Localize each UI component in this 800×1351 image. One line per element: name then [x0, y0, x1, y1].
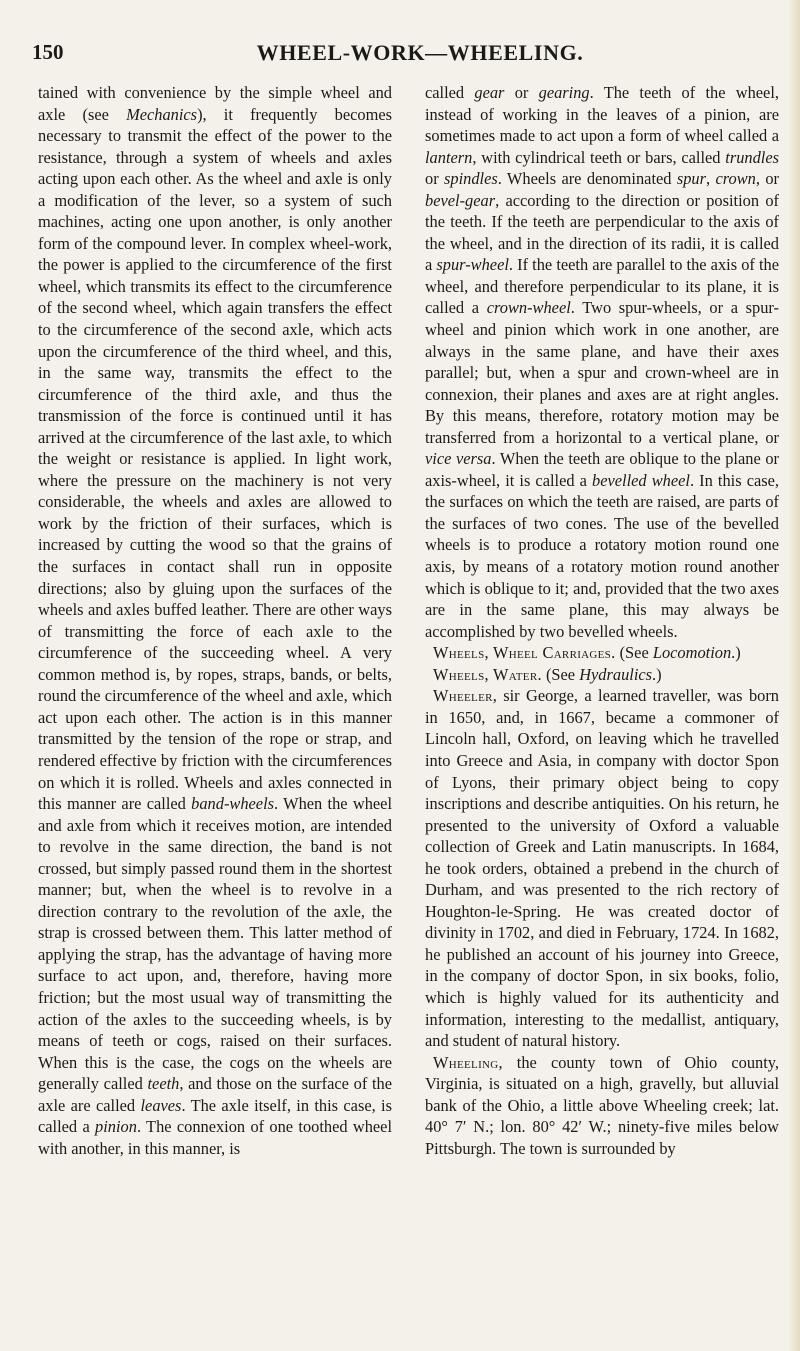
italic-term: spur-wheel	[436, 255, 509, 275]
text-run: . When the teeth are oblique to the plane or axis-wheel, it is called a	[425, 449, 779, 490]
right-column	[425, 82, 779, 1159]
text-run: .)	[731, 643, 741, 663]
page-edge-shadow	[788, 0, 800, 1351]
italic-term: crown	[715, 169, 756, 189]
entry-headword: Wheeling	[433, 1052, 499, 1072]
text-run: , according to the direction or position of the teeth. If the teeth are perpendicular to the axis of the wheel, and in the direction of its radii, it is called a	[425, 190, 779, 275]
text-run: called	[425, 83, 475, 102]
text-run: or	[425, 169, 445, 189]
italic-term: teeth	[147, 1074, 180, 1094]
italic-term: spur	[676, 169, 707, 189]
text-run: . When the wheel and axle from which it receives motion, are intended to revolve in the same direction, the band is not crossed, but simply passed round them in the shortest manner; but, when the wheel is to revolve in a direction contrary to the revolution of the axle, the strap is crossed between them. This latter method of applying the strap, has the advantage of having more surface to act upon, and, therefore, having more friction; but the most usual way of transmitting the action of the axles to the succeeding wheels, is by means of teeth or cogs, raised on their surfaces. When this is the case, the cogs on the wheels are generally called	[38, 794, 393, 1094]
running-title: WHEEL-WORK—WHEELING.	[256, 40, 584, 65]
italic-term: spindles	[444, 169, 498, 189]
italic-term: crown-wheel	[486, 298, 571, 318]
text-run: . Two spur-wheels, or a spur-wheel and pinion which work in one another, are always in the same plane, and have their axes parallel; but, when a spur and crown-wheel are in connexion, their planes and axes are at right angles. By this means, therefore, rotatory motion may be transferred from a horizontal to a vertical plane, or	[425, 298, 779, 447]
left-column-paragraph	[38, 82, 392, 1159]
text-run: , and those on the surface of the axle are called	[38, 1074, 392, 1115]
dictionary-entry	[425, 664, 779, 686]
dictionary-entry	[425, 1052, 779, 1160]
text-run: , with cylindrical teeth or bars, called	[472, 147, 726, 167]
entry-headword: Wheels, Wheel Carriages.	[433, 643, 616, 663]
dictionary-entry	[425, 685, 779, 1051]
text-run: ), it frequently becomes necessary to transmit the effect of the power to the resistance, through a system of wheels and axles acting upon each other. As the wheel and axle is only a modification of the lever, so a system of such machines, acting one upon another, is only another form of the compound lever. In complex wheel-work, the power is applied to the circumference of the first wheel, which transmits its effect to the circumference of the second wheel, which again transfers the effect to the circumference of the second axle, which acts upon the circumference of the third wheel, and this, in the same way, transmits the effect to the circumference of the third axle, and thus the transmission of the force is continued until it has arrived at the circumference of the last axle, to which the weight or resistance is applied. In light work, where the pressure on the machinery is not very considerable, the wheels and axles are allowed to work by the friction of their surfaces, which is increased by cutting the wood so that the grains of the surfaces in contact shall run in opposite directions; also by gluing upon the surfaces of the wheels and axles buffed leather. There are other ways of transmitting the force of each axle to the circumference of the succeeding wheel. A very common method is, by ropes, straps, bands, or belts, round the circumference of the wheel and axle, which act upon each other. The action is in this manner transmitted by the tension of the rope or strap, and rendered effective by friction with the circumferences on which it is rolled. Wheels and axles connected in this manner are called	[38, 104, 392, 814]
italic-term: Hydraulics	[579, 664, 653, 684]
text-run: . The connexion of one toothed wheel with another, in this manner, is	[38, 1117, 393, 1158]
text-run: , or	[755, 169, 779, 189]
text-run: , sir George, a learned traveller, was born in 1650, and, in 1667, became a commoner of Lincoln hall, Oxford, on leaving which he travelled into Greece and Asia, in company with doctor Spon of Lyons, their primary object being to copy inscriptions and describe antiquities. On his return, he presented to the university of Oxford a valuable collection of Greek and Latin manuscripts. In 1684, he took orders, obtained a prebend in the church of Durham, and was presented to the rich rectory of Houghton-le-Spring. He was created doctor of divinity in 1702, and died in February, 1724. In 1682, he published an account of his journey into Greece, in the company of doctor Spon, in six books, folio, which is highly valued for its authenticity and information, interesting to the medallist, antiquary, and student of natural history.	[425, 686, 779, 1051]
text-run: , the county town of Ohio county, Virginia, is situated on a high, gravelly, but alluvial bank of the Ohio, a little above Wheeling creek; lat. 40° 7′ N.; lon. 80° 42′ W.; ninety-five miles below Pittsburgh. The town is surrounded by	[425, 1052, 779, 1158]
entry-headword: Wheels, Water.	[433, 664, 542, 684]
right-column-continuation	[425, 82, 779, 642]
text-run: (See	[615, 643, 653, 663]
italic-term: trundles	[725, 147, 779, 167]
italic-term: vice versa	[425, 449, 492, 469]
italic-term: gear	[474, 83, 505, 102]
text-run: .)	[652, 664, 662, 684]
italic-term: pinion	[95, 1117, 137, 1137]
entry-headword: Wheeler	[433, 686, 493, 706]
text-run: ,	[706, 169, 716, 189]
text-run: . If the teeth are parallel to the axis of the wheel, and therefore perpendicular to its plane, it is called a	[425, 255, 780, 318]
italic-term: lantern	[425, 147, 473, 167]
italic-term: Locomotion	[652, 643, 732, 663]
text-run: or	[504, 83, 539, 102]
italic-term: Mechanics	[126, 104, 198, 124]
italic-term: leaves	[140, 1095, 182, 1115]
left-column	[38, 82, 392, 1159]
italic-term: band-wheels	[191, 794, 275, 814]
dictionary-entry	[425, 642, 779, 664]
text-run: . In this case, the surfaces on which the teeth are raised, are parts of the surfaces of two cones. The use of the bevelled wheels is to produce a rotatory motion round one axis, by means of a rotatory motion round another which is oblique to it; and, provided that the two axes are in the same plane, this may always be accomplished by two bevelled wheels.	[425, 470, 779, 641]
page-number: 150	[32, 40, 64, 64]
italic-term: bevelled wheel	[592, 470, 690, 490]
text-run: tained with convenience by the simple wheel and axle (see	[38, 83, 392, 124]
italic-term: bevel-gear	[425, 190, 496, 210]
text-run: . Wheels are denominated	[497, 169, 677, 189]
text-run: (See	[541, 664, 580, 684]
italic-term: gearing	[538, 83, 590, 102]
text-run: . The teeth of the wheel, instead of working in the leaves of a pinion, are sometimes made to act upon a form of wheel called a	[425, 83, 779, 146]
text-run: . The axle itself, in this case, is called a	[38, 1095, 392, 1137]
